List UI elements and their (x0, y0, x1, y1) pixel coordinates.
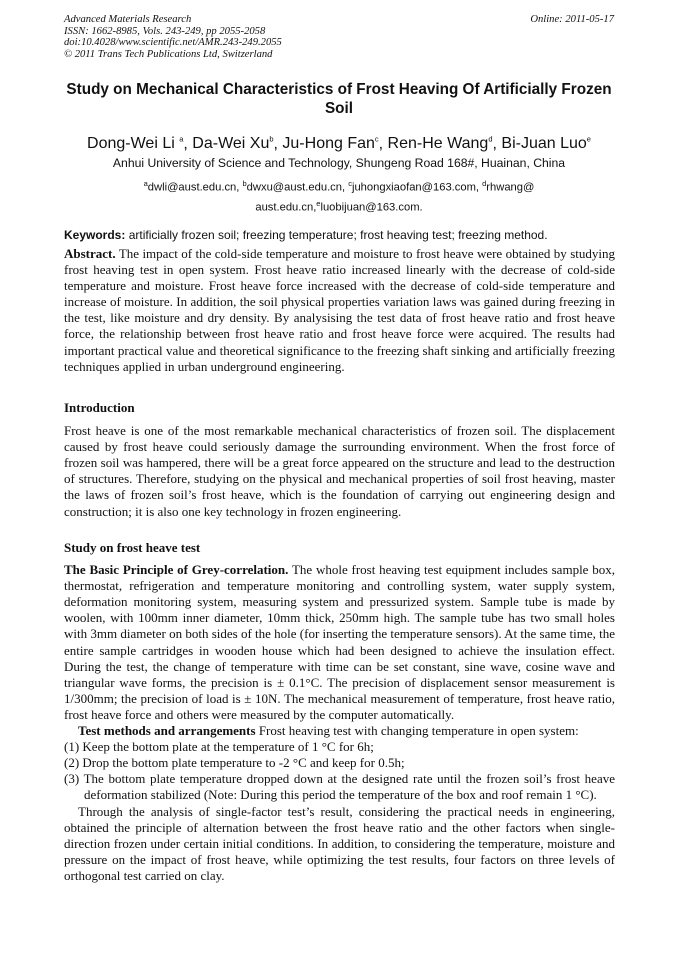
author: Ju-Hong Fan$^c$ (282, 135, 379, 153)
issn: ISSN: 1662-8985, Vols. 243-249, pp 2055-2058 (64, 25, 266, 37)
abstract: Abstract. The impact of the cold-side temperature and moisture to frost heave were obtained by studying frost heaving test in open system. Frost heave ratio increased linearly with the decrease of cold-side temperature and moisture. Frost heave force increased with the decrease of cold-side temperature and increase of moisture. In addition, the soil physical properties variation laws was gained during freezing in the test, like moisture and dry density. By analysising the test data of frost heave ratio and frost heave force, the relationship between frost heave ratio and frost heave force were acquired. The results had important practical value and theoretical significance to the freezing shaft sinking and artificially freezing techniques applied in urban underground engineering. (64, 246, 615, 374)
keywords: Keywords: artificially frozen soil; freezing temperature; frost heaving test; freezing method. (64, 228, 548, 242)
section-heading: Study on frost heave test (64, 540, 201, 555)
author: Bi-Juan Luo$^e$ (501, 135, 591, 153)
online-date: Online: 2011-05-17 (530, 14, 614, 25)
study-section (64, 540, 615, 884)
paper-title: Study on Mechanical Characteristics of Frost Heaving Of Artificially Frozen Soil (66, 81, 612, 117)
list-item: (2) Drop the bottom plate temperature to -2 °C and keep for 0.5h; (64, 755, 405, 771)
section-heading: Introduction (64, 400, 135, 415)
journal-header (64, 14, 614, 60)
steps-list (64, 739, 615, 803)
introduction-section (64, 400, 615, 520)
author: Da-Wei Xu$^b$ (192, 135, 274, 153)
authors: Dong-Wei Li $^a$, Da-Wei Xu$^b$, Ju-Hong Fan$^c$, Ren-He Wang$^d$, Bi-Juan Luo$^e$ (87, 135, 591, 153)
emails: $^a$dwli@aust.edu.cn, $^b$dwxu@aust.edu.cn, $^c$juhongxiaofan@163.com, $^d$rhwang@ aust.edu.cn,$^e$luobijuan@163.com. (143, 179, 535, 214)
paragraph: Through the analysis of single-factor test’s result, considering the practical needs in engineering, obtained the principle of alternation between the frost heave ratio and the other factors when single-direction frozen under certain initial conditions. In addition, to considering the temperature, moisture and pressure on the impact of frost heave, while optimizing the test results, four factors on three levels of orthogonal test carried on clay. (64, 803, 615, 883)
author: Ren-He Wang$^d$ (387, 135, 493, 153)
paragraph: The Basic Principle of Grey-correlation. The whole frost heaving test equipment includes sample box, thermostat, refrigeration and temperature monitoring and controlling system, water supply system, deformation monitoring system, measuring system and pressurized system. Sample tube is made by woolen, with 100mm inner diameter, 10mm thick, 250mm high. The sample tube has two small holes with 3mm diameter on both sides of the hole (for inserting the temperature sensors). At the same time, the entire sample cartridges in wooden house which had been designed to achieve the insulation effect. During the test, the change of temperature with time can be set constant, sine wave, cosine wave and triangular wave forms, the precision is ± 0.1°C. The precision of displacement sensor measurement is 1/300mm; the precision of load is ± 10N. The mechanical measurement of temperature, frost heave ratio, frost heave force and others were measured by the computer automatically. (64, 562, 615, 722)
journal-name: Advanced Materials Research (64, 14, 192, 25)
paragraph: Test methods and arrangements Frost heaving test with changing temperature in open system: (78, 723, 579, 739)
paragraph: Frost heave is one of the most remarkable mechanical characteristics of frozen soil. The displacement caused by frost heave could seriously damage the surrounding environment. When the frost force of frozen soil was hampered, there will be a great force appeared on the structure and lead to the destruction of structures. Therefore, studying on the physical and mechanical properties of soil frost heaving, master the laws of frozen soil’s frost heave, which is the foundation of carrying out engineering design and construction; it is also one key technology in frozen engineering. (64, 423, 615, 519)
doi: doi:10.4028/www.scientific.net/AMR.243-249.2055 (64, 37, 282, 49)
list-item: (3) The bottom plate temperature dropped down at the designed rate until the frozen soil’s frost heave deformation stabilized (Note: During this period the temperature of the box and roof remain 1 °C). (64, 771, 615, 803)
copyright: © 2011 Trans Tech Publications Ltd, Switzerland (64, 48, 273, 60)
list-item: (1) Keep the bottom plate at the temperature of 1 °C for 6h; (64, 739, 374, 755)
affiliation: Anhui University of Science and Technology, Shungeng Road 168#, Huainan, China (112, 156, 566, 170)
author: Dong-Wei Li $^a$ (87, 135, 184, 153)
